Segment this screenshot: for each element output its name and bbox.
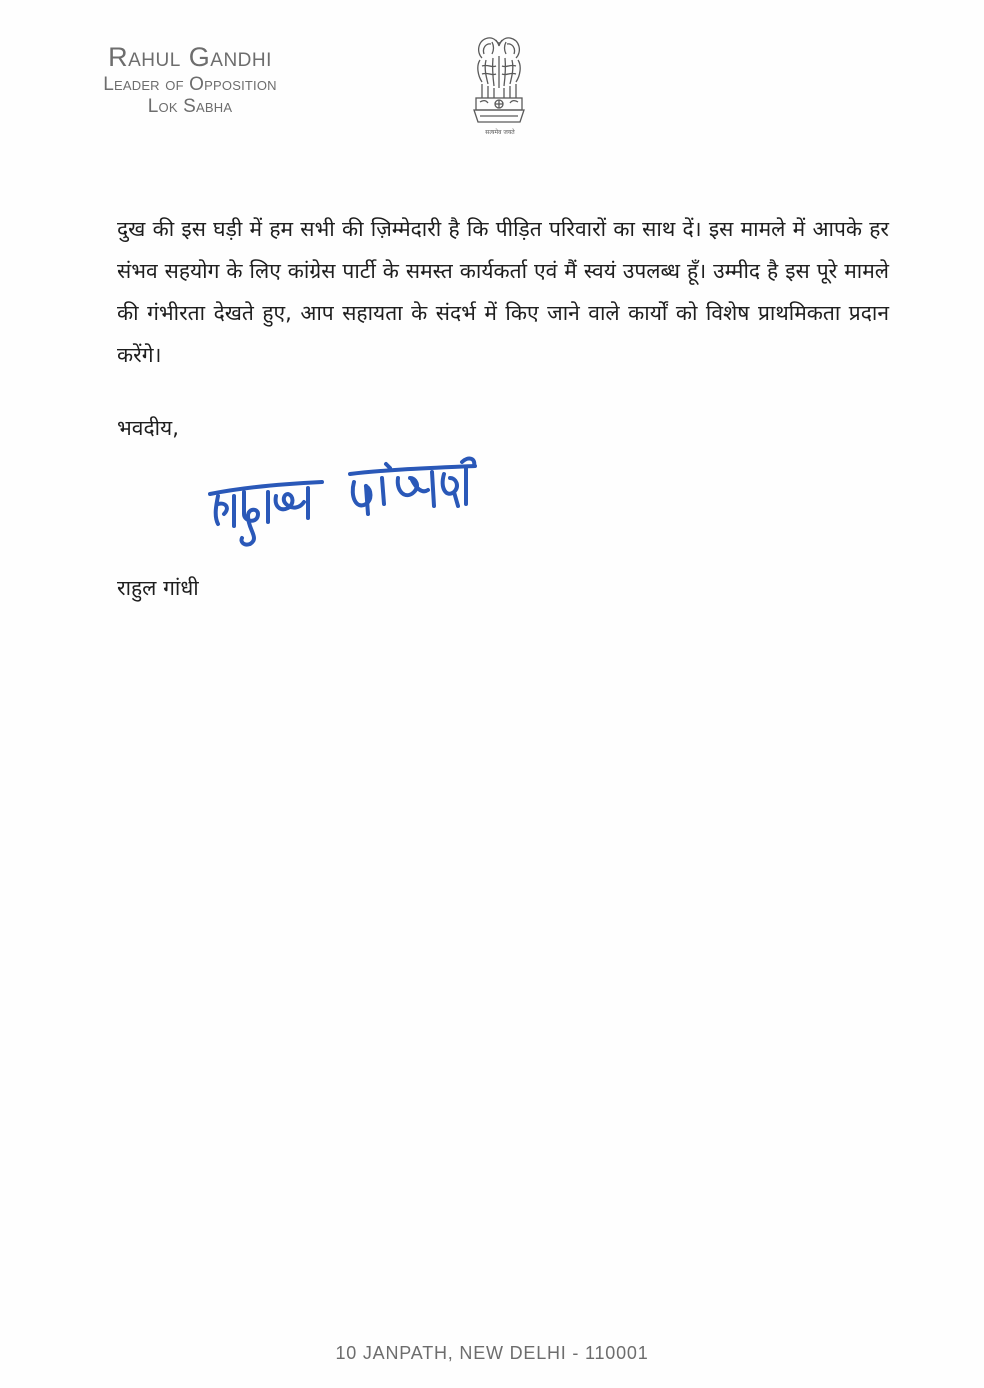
letter-body: दुख की इस घड़ी में हम सभी की ज़िम्मेदारी है कि पीड़ित परिवारों का साथ दें। इस मामले में आपके हर संभव सहयोग के लिए कांग्रेस पार्टी के समस्त कार्यकर्ता एवं मैं स्वयं उपलब्ध हूँ। उम्मीद है इस पूरे मामले की गंभीरता देखते हुए, आप सहायता के संदर्भ में किए जाने वाले कार्यों को विशेष प्राथमिकता प्रदान करेंगे। (117, 217, 889, 367)
footer-address: 10 JANPATH, NEW DELHI - 110001 (335, 1343, 649, 1363)
letter-closing: भवदीय, (117, 416, 179, 440)
letterhead-house: Lok Sabha (147, 96, 233, 117)
letterhead-name: Rahul Gandhi (108, 42, 272, 72)
letterhead-title: Leader of Opposition (103, 74, 277, 95)
signer-name: राहुल गांधी (117, 576, 199, 600)
letterhead (60, 40, 320, 118)
emblem-motto: सत्यमेव जयते (485, 129, 515, 136)
handwritten-signature (200, 452, 490, 562)
